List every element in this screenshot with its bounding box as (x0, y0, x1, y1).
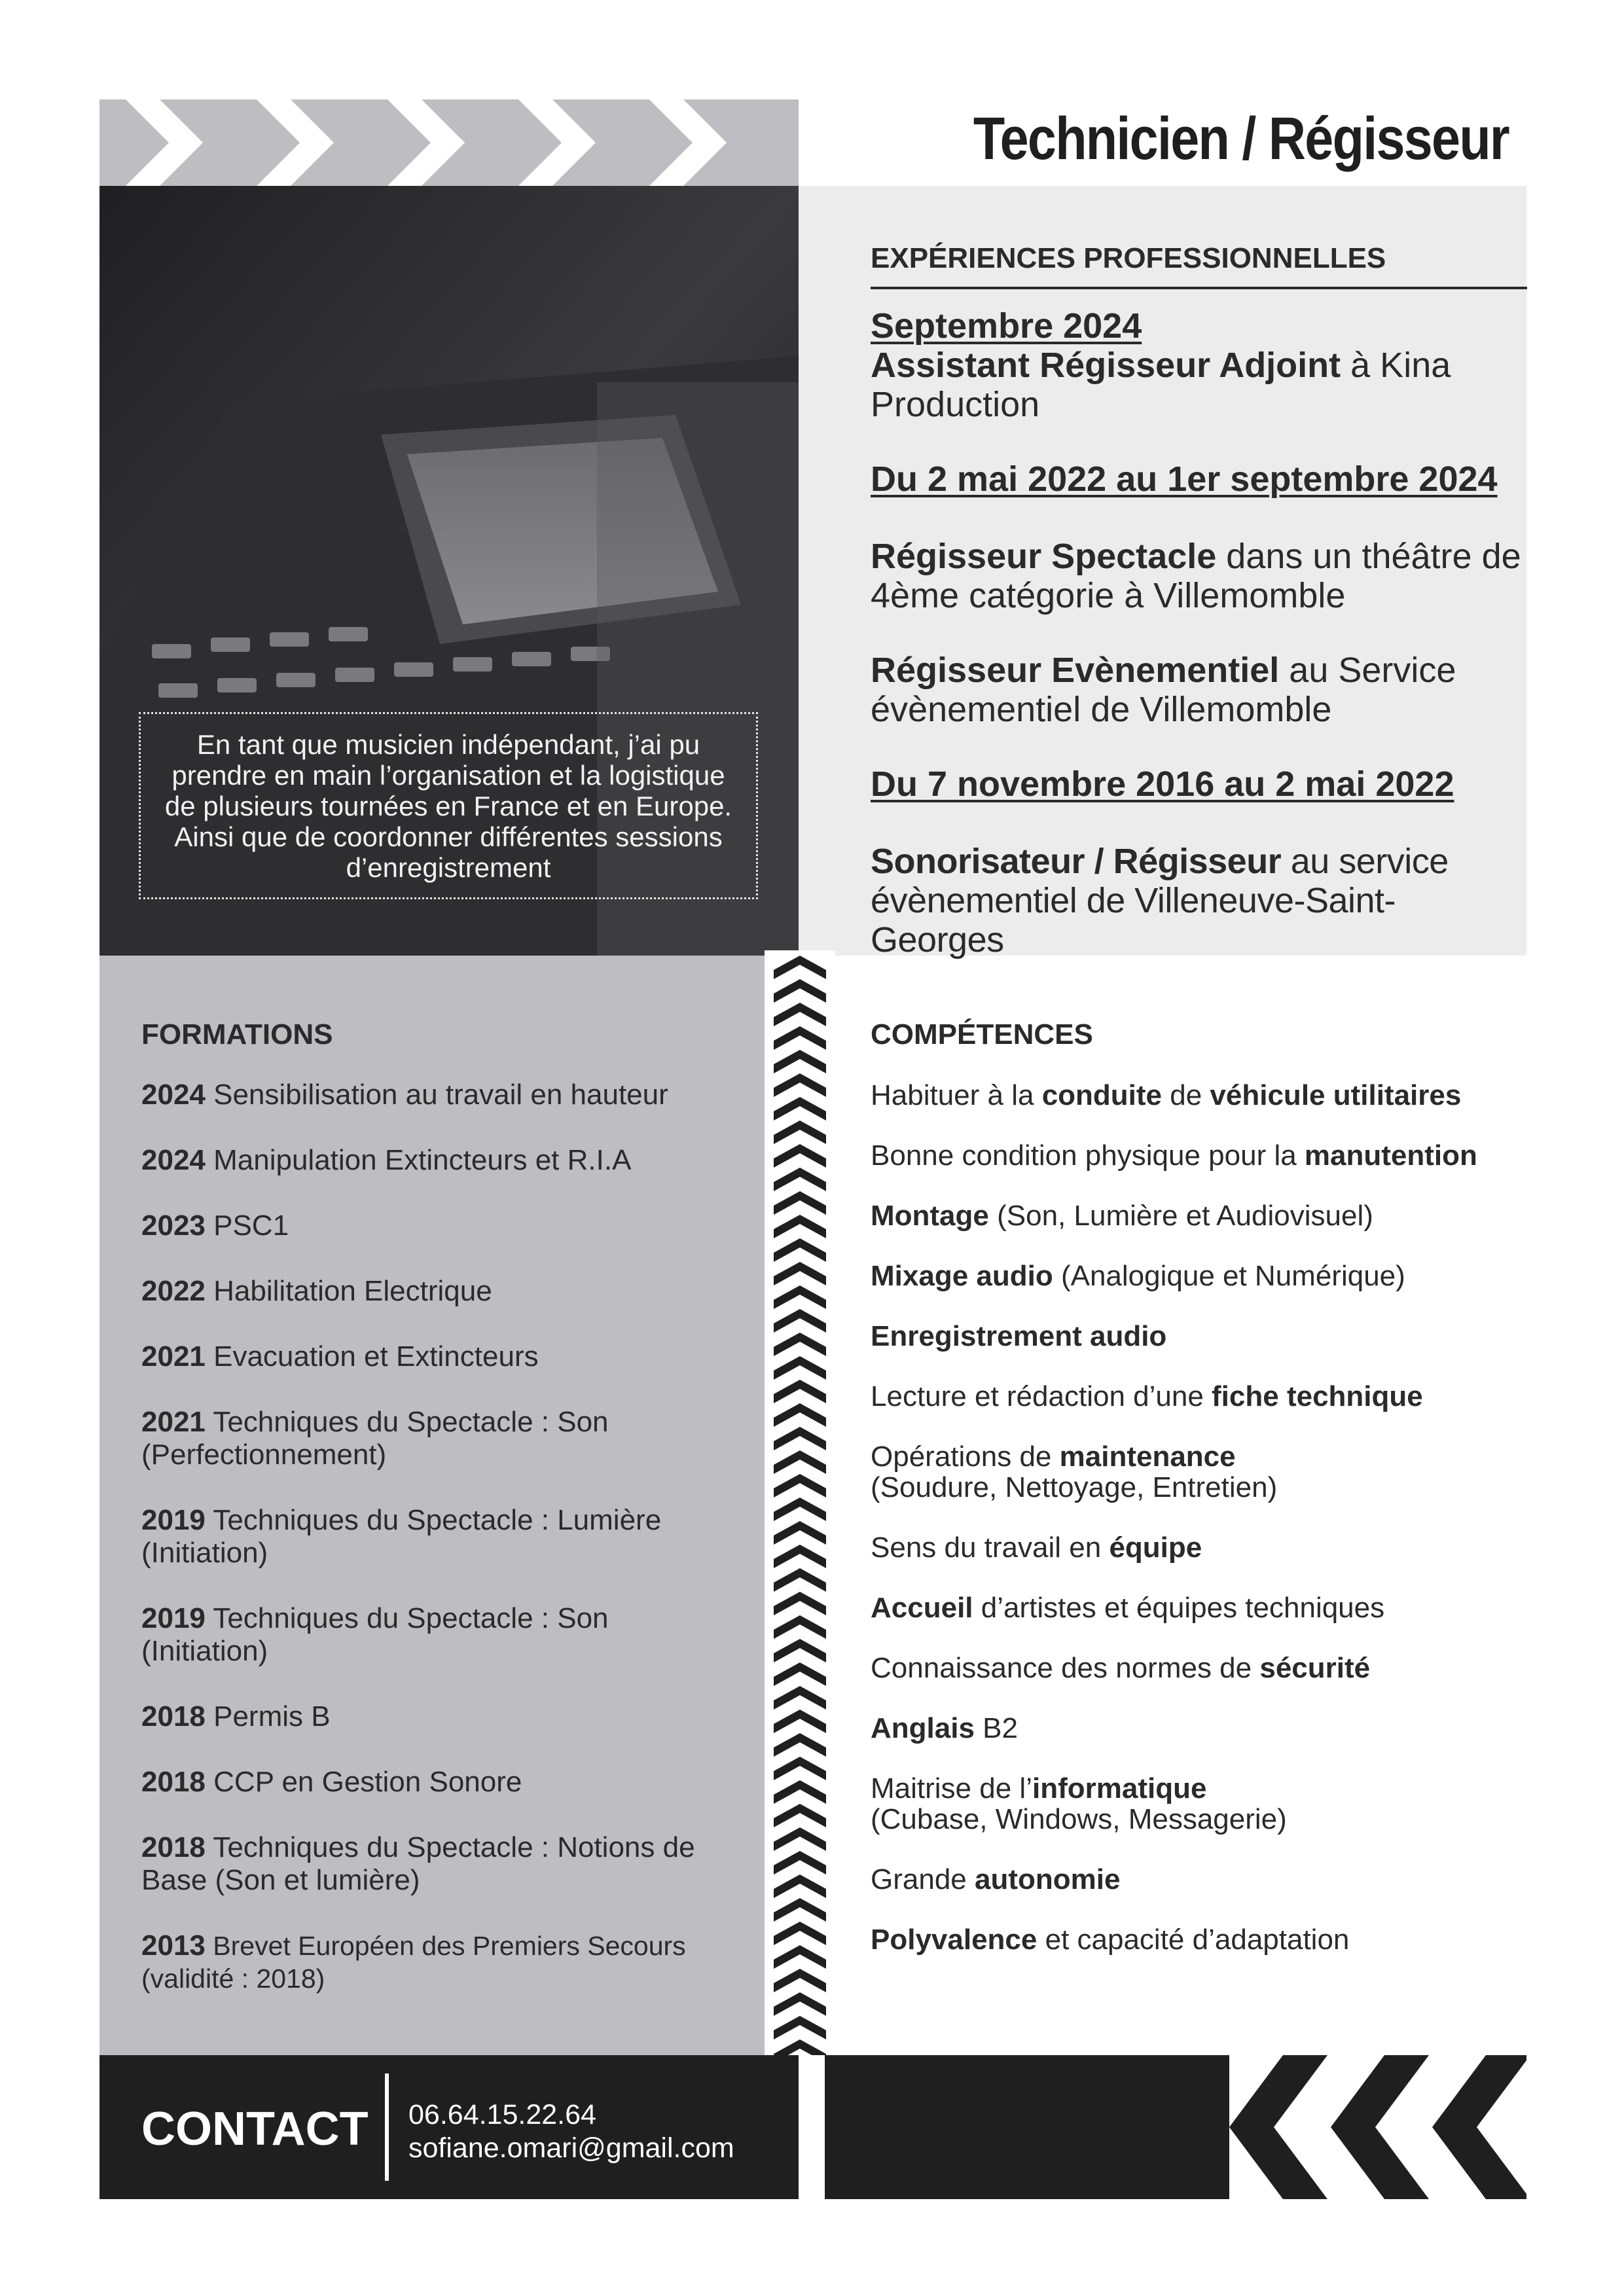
footer-chevrons (1229, 2055, 1526, 2199)
competence-item (871, 1592, 1525, 1623)
formation-year: 2019 (141, 1504, 206, 1536)
formation-text: Techniques du Spectacle : Son (Perfectionnement) (141, 1406, 609, 1471)
competence-item (871, 1924, 1525, 1955)
formation-item (141, 1406, 678, 1471)
formation-year: 2024 (141, 1144, 206, 1176)
formation-year: 2013 (141, 1929, 206, 1962)
competence-item (871, 1140, 1525, 1171)
competences-heading: COMPÉTENCES (871, 1018, 1093, 1050)
experience-role: Régisseur Spectacle (871, 537, 1217, 576)
experience-heading: EXPÉRIENCES PROFESSIONNELLES (871, 242, 1386, 274)
competence-text: Connaissance des normes de (871, 1652, 1260, 1684)
formation-item (141, 1766, 770, 1799)
competence-keyword: Accueil (871, 1592, 973, 1624)
contact-title: CONTACT (141, 2103, 369, 2155)
competences-list (871, 1080, 1525, 1984)
competence-item (871, 1773, 1525, 1835)
competence-item (871, 1864, 1525, 1895)
competence-item (871, 1653, 1525, 1683)
competence-keyword: autonomie (974, 1863, 1121, 1895)
formation-item (141, 1079, 770, 1111)
competence-keyword: informatique (1032, 1772, 1207, 1804)
competence-text: Grande (871, 1863, 975, 1895)
competence-keyword: Mixage audio (871, 1260, 1053, 1292)
competence-keyword: conduite (1041, 1079, 1163, 1111)
contact-divider (385, 2073, 389, 2181)
formation-text: Brevet Européen des Premiers Secours (validité : 2018) (141, 1931, 686, 1994)
formation-text: Techniques du Spectacle : Notions de Base (Son et lumière) (141, 1831, 695, 1896)
experience-detail: au Service évènementiel de Villemomble (871, 651, 1456, 729)
formation-text: Habilitation Electrique (205, 1275, 492, 1307)
formation-item (141, 1144, 770, 1177)
competence-keyword: Anglais (871, 1712, 975, 1744)
competence-keyword: équipe (1109, 1532, 1202, 1564)
formation-item (141, 1210, 770, 1242)
formation-item (141, 1504, 704, 1570)
formation-text: Permis B (205, 1700, 331, 1732)
competence-text: Sens du travail en (871, 1532, 1110, 1564)
formations-list (141, 1079, 770, 2028)
formation-year: 2018 (141, 1831, 206, 1863)
experience-entry (871, 459, 1532, 499)
formation-year: 2022 (141, 1275, 206, 1307)
heading-divider (871, 287, 1527, 289)
formation-item (141, 1340, 770, 1373)
competence-item (871, 1532, 1525, 1563)
formation-year: 2019 (141, 1602, 206, 1634)
formation-text: Techniques du Spectacle : Lumière (Initiation) (141, 1504, 662, 1569)
competence-keyword: sécurité (1259, 1652, 1371, 1684)
formation-item (141, 1831, 744, 1897)
competence-text: (Son, Lumière et Audiovisuel) (988, 1200, 1373, 1232)
formation-year: 2018 (141, 1766, 206, 1798)
formation-text: Techniques du Spectacle : Son (Initiation) (141, 1602, 609, 1667)
competence-keyword: maintenance (1059, 1441, 1236, 1473)
formation-text: CCP en Gestion Sonore (205, 1766, 522, 1798)
competence-subtext: (Cubase, Windows, Messagerie) (871, 1803, 1287, 1835)
competence-keyword: Enregistrement audio (871, 1320, 1167, 1352)
competence-text: Maitrise de l’ (871, 1772, 1032, 1804)
experience-entry (871, 764, 1525, 804)
formation-text: Evacuation et Extincteurs (205, 1340, 539, 1372)
experience-detail: dans un théâtre de 4ème catégorie à Villemomble (871, 537, 1521, 615)
formation-text: PSC1 (205, 1210, 289, 1242)
experience-entry (871, 651, 1525, 729)
experience-date: Du 2 mai 2022 au 1er septembre 2024 (871, 459, 1498, 499)
competence-text: d’artistes et équipes techniques (973, 1592, 1385, 1624)
chevron-divider (765, 950, 835, 2055)
experience-detail: au service évènementiel de Villeneuve-Saint-Georges (871, 842, 1449, 960)
formation-year: 2023 (141, 1210, 206, 1242)
formation-item (141, 1700, 770, 1733)
formation-item (141, 1602, 678, 1668)
competence-item (871, 1713, 1525, 1744)
competence-item (871, 1200, 1525, 1231)
intro-text: En tant que musicien indépendant, j’ai pu prendre en main l’organisation et la logistique de plusieurs tournées en France et en Europe. Ainsi que de coordonner différentes sessions d’enregistrement (164, 728, 732, 883)
competence-keyword: Montage (871, 1200, 989, 1232)
competence-text: Bonne condition physique pour la (871, 1139, 1305, 1172)
experience-role: Assistant Régisseur Adjoint (871, 346, 1341, 385)
formation-year: 2018 (141, 1700, 206, 1732)
competence-keyword: Polyvalence (871, 1924, 1038, 1956)
formations-heading: FORMATIONS (141, 1018, 333, 1050)
experience-detail: à Kina Production (871, 346, 1451, 424)
competence-text: Lecture et rédaction d’une (871, 1380, 1212, 1412)
formation-year: 2024 (141, 1079, 206, 1111)
experience-entry (871, 842, 1525, 960)
experience-date: Septembre 2024 (871, 306, 1142, 346)
formation-item (141, 1275, 770, 1308)
experience-date: Du 7 novembre 2016 au 2 mai 2022 (871, 764, 1454, 804)
experience-role: Régisseur Evènementiel (871, 651, 1280, 690)
competence-item (871, 1080, 1525, 1111)
contact-phone[interactable]: 06.64.15.22.64 (408, 2099, 596, 2130)
competence-text: et capacité d’adaptation (1037, 1924, 1350, 1956)
formation-year: 2021 (141, 1406, 206, 1438)
competence-keyword: manutention (1304, 1139, 1477, 1172)
page-title: Technicien / Régisseur (973, 105, 1509, 172)
competence-item (871, 1441, 1525, 1503)
formation-text: Sensibilisation au travail en hauteur (205, 1079, 668, 1111)
formation-text: Manipulation Extincteurs et R.I.A (205, 1144, 632, 1176)
experience-role: Sonorisateur / Régisseur (871, 842, 1282, 881)
competence-text: de (1162, 1079, 1210, 1111)
competence-text: B2 (974, 1712, 1018, 1744)
competence-keyword: véhicule utilitaires (1210, 1079, 1462, 1111)
formation-item (141, 1929, 731, 1995)
footer-bar (825, 2055, 1244, 2199)
competence-text: Habituer à la (871, 1079, 1042, 1111)
competence-item (871, 1381, 1525, 1412)
experience-entry (871, 306, 1525, 424)
clapperboard-stripes (99, 99, 799, 186)
competence-text: Opérations de (871, 1441, 1060, 1473)
formation-year: 2021 (141, 1340, 206, 1372)
contact-email[interactable]: sofiane.omari@gmail.com (408, 2132, 734, 2164)
competence-keyword: fiche technique (1212, 1380, 1423, 1412)
intro-text-box (139, 712, 758, 899)
competence-item (871, 1321, 1525, 1352)
competence-text: (Analogique et Numérique) (1053, 1260, 1405, 1292)
experience-entry (871, 537, 1525, 615)
competence-subtext: (Soudure, Nettoyage, Entretien) (871, 1471, 1278, 1503)
competence-item (871, 1261, 1525, 1291)
